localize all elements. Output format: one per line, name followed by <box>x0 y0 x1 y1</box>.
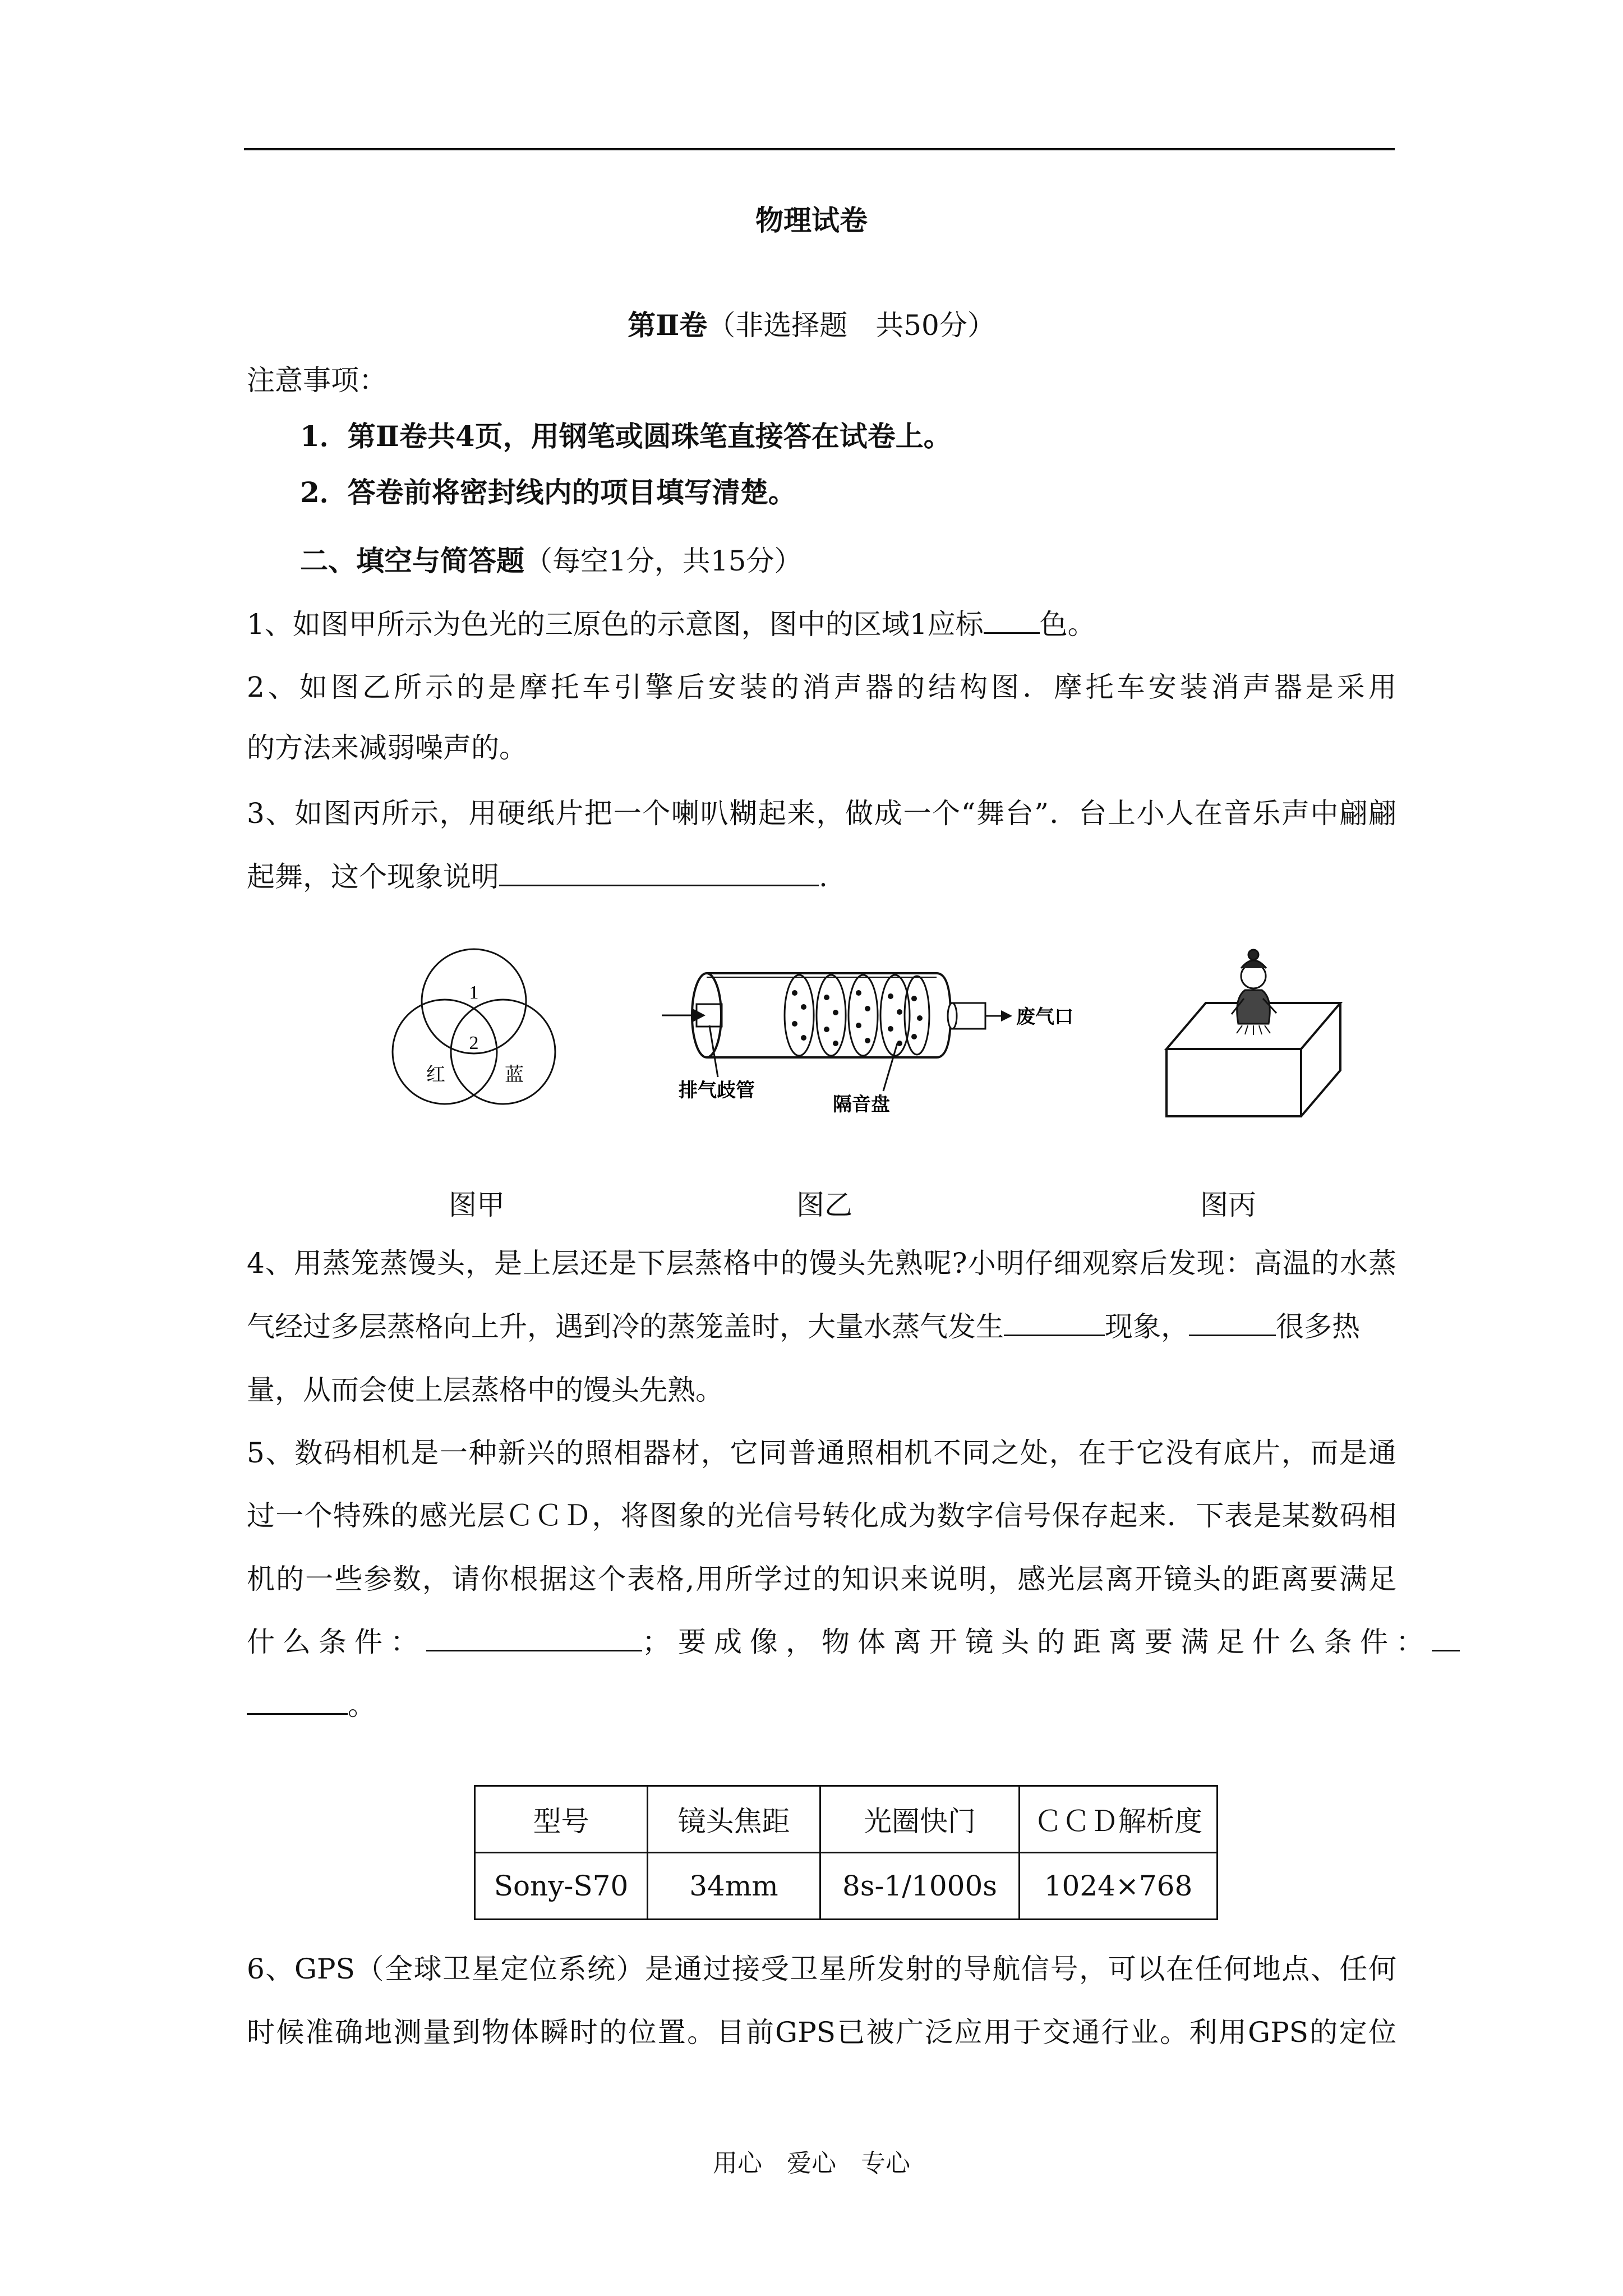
notice-item-2: 2．答卷前将密封线内的项目填写清楚。 <box>300 476 796 509</box>
blue-circle <box>451 1000 555 1104</box>
page-title: 物理试卷 <box>755 204 868 237</box>
q5-text-a: 什么条件： <box>247 1626 426 1658</box>
muffler-body <box>707 973 951 1057</box>
q4-text-c: 很多热 <box>1276 1310 1360 1343</box>
question-2-line-1: 2、如图乙所示的是摩托车引擎后安装的消声器的结构图．摩托车安装消声器是采用 <box>247 671 1396 703</box>
disc-label: 隔音盘 <box>833 1093 890 1116</box>
question-3-line-2 <box>247 860 1396 894</box>
stage-front <box>1166 1049 1301 1116</box>
table-cell: 34mm <box>648 1853 820 1920</box>
outlet-label: 废气口 <box>1016 1006 1073 1028</box>
answer-blank[interactable] <box>1189 1310 1276 1336</box>
answer-blank[interactable] <box>426 1625 642 1651</box>
question-3-line-1: 3、如图丙所示，用硬纸片把一个喇叭糊起来，做成一个“舞台”．台上小人在音乐声中翩翩 <box>247 797 1396 830</box>
baffle-discs <box>785 975 929 1056</box>
question-5-line-4 <box>247 1625 1432 1659</box>
q3-text: 起舞，这个现象说明 <box>247 861 499 893</box>
part-heading-rest: （每空1分，共15分） <box>524 545 803 577</box>
table-cell: 8s-1/1000s <box>820 1853 1020 1920</box>
question-5-line-5 <box>247 1688 1396 1722</box>
figure-c-caption: 图丙 <box>1200 1189 1256 1221</box>
question-4-line-3: 量，从而会使上层蒸格中的馒头先熟。 <box>247 1374 723 1406</box>
figure-a-caption: 图甲 <box>449 1189 505 1221</box>
q3-text-end: . <box>819 861 828 893</box>
red-label: 红 <box>426 1064 445 1086</box>
table-row <box>475 1853 1218 1920</box>
q5-text-end: 。 <box>348 1689 376 1722</box>
figure-b-muffler-diagram <box>662 954 1122 1116</box>
table-cell: 1024×768 <box>1020 1853 1218 1920</box>
table-header-row <box>475 1786 1218 1853</box>
q5-text-b: ；要成像，物体离开镜头的距离要满足什么条件： <box>642 1626 1432 1658</box>
table-header-cell: 光圈快门 <box>820 1786 1020 1853</box>
part-heading <box>300 544 1396 578</box>
figure-b-caption: 图乙 <box>796 1189 852 1221</box>
question-4-line-1: 4、用蒸笼蒸馒头，是上层还是下层蒸格中的馒头先熟呢?小明仔细观察后发现：高温的水蒸 <box>247 1247 1396 1280</box>
region-2-label: 2 <box>469 1033 479 1053</box>
q4-text-a: 气经过多层蒸格向上升，遇到冷的蒸笼盖时，大量水蒸气发生 <box>247 1310 1004 1343</box>
table-header-cell: 型号 <box>475 1786 648 1853</box>
notice-label: 注意事项： <box>247 364 387 397</box>
question-5-line-3: 机的一些参数，请你根据这个表格,用所学过的知识来说明，感光层离开镜头的距离要满足 <box>247 1563 1396 1595</box>
disc-leader-line <box>883 1043 897 1091</box>
figure-a-venn-diagram <box>390 948 558 1111</box>
q1-text: 1、如图甲所示为色光的三原色的示意图，图中的区域1应标 <box>247 608 984 641</box>
red-circle <box>393 1000 497 1104</box>
q1-text-end: 色。 <box>1039 608 1096 641</box>
page-footer: 用心 爱心 专心 <box>713 2149 910 2178</box>
region-1-label: 1 <box>469 982 479 1003</box>
answer-blank[interactable] <box>1004 1310 1105 1336</box>
q4-text-b: 现象， <box>1105 1310 1189 1343</box>
table-cell: Sony-S70 <box>475 1853 648 1920</box>
outlet-arrowhead <box>1001 1010 1012 1022</box>
header-rule <box>244 148 1395 150</box>
pipe-label: 排气歧管 <box>679 1079 755 1102</box>
answer-blank[interactable] <box>499 860 819 886</box>
question-6-line-2: 时候准确地测量到物体瞬时的位置。目前GPS已被广泛应用于交通行业。利用GPS的定位 <box>247 2016 1396 2049</box>
notice-item-1: 1．第Ⅱ卷共4页，用钢笔或圆珠笔直接答在试卷上。 <box>300 420 952 453</box>
section-title-rest: （非选择题 共50分） <box>707 309 995 342</box>
section-title <box>0 303 1623 343</box>
question-2-line-2: 的方法来减弱噪声的。 <box>247 731 527 764</box>
question-5-line-1: 5、数码相机是一种新兴的照相器材，它同普通照相机不同之处，在于它没有底片，而是通 <box>247 1437 1396 1469</box>
question-6-line-1: 6、GPS（全球卫星定位系统）是通过接受卫星所发射的导航信号，可以在任何地点、任何 <box>247 1953 1396 1985</box>
figure-c-stage-diagram <box>1161 937 1346 1122</box>
table-header-cell: 镜头焦距 <box>648 1786 820 1853</box>
table-header-cell: ＣＣＤ解析度 <box>1020 1786 1218 1853</box>
answer-blank[interactable] <box>984 608 1040 634</box>
camera-parameter-table <box>474 1785 1218 1920</box>
question-5-line-2: 过一个特殊的感光层ＣＣＤ，将图象的光信号转化成为数字信号保存起来．下表是某数码相 <box>247 1499 1396 1532</box>
answer-blank[interactable] <box>1432 1625 1460 1651</box>
question-4-line-2 <box>247 1310 1396 1343</box>
blue-label: 蓝 <box>505 1064 524 1086</box>
answer-blank[interactable] <box>247 1688 348 1715</box>
section-title-bold: 第Ⅱ卷 <box>628 309 708 342</box>
question-1 <box>247 608 1396 641</box>
part-heading-bold: 二、填空与简答题 <box>300 544 524 577</box>
